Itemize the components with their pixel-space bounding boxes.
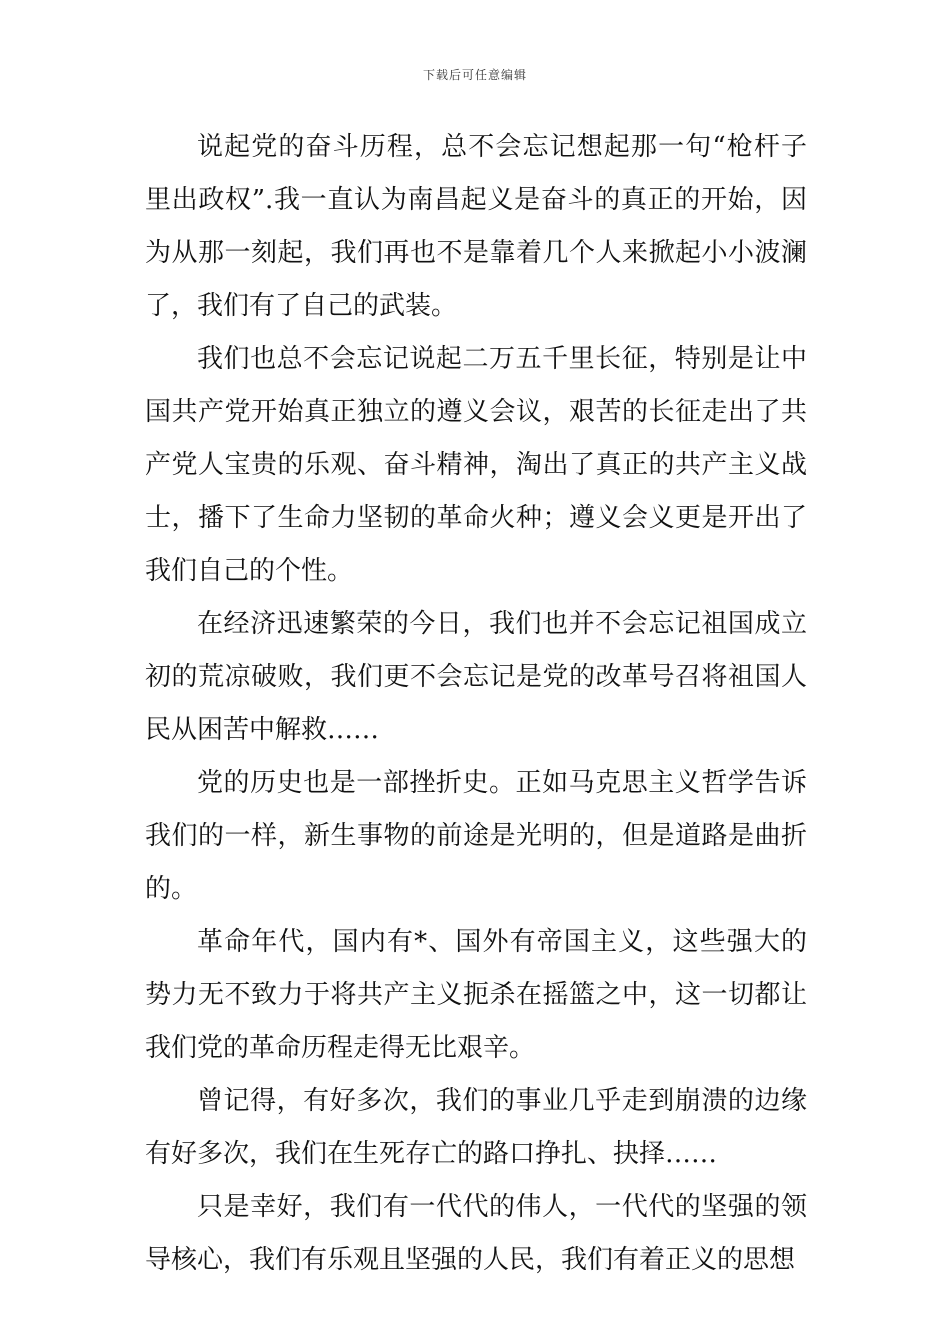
document-body bbox=[145, 121, 807, 1287]
paragraph: 在经济迅速繁荣的今日，我们也并不会忘记祖国成立初的荒凉破败，我们更不会忘记是党的改革号召将祖国人民从困苦中解救…… bbox=[145, 609, 807, 745]
paragraph: 曾记得，有好多次，我们的事业几乎走到崩溃的边缘有好多次，我们在生死存亡的路口挣扎、抉择…… bbox=[145, 1086, 807, 1169]
paragraph: 革命年代，国内有*、国外有帝国主义，这些强大的势力无不致力于将共产主义扼杀在摇篮之中，这一切都让我们党的革命历程走得无比艰辛。 bbox=[145, 927, 807, 1063]
paragraph: 党的历史也是一部挫折史。正如马克思主义哲学告诉我们的一样，新生事物的前途是光明的，但是道路是曲折的。 bbox=[145, 768, 807, 904]
paragraph: 说起党的奋斗历程，总不会忘记想起那一句“枪杆子里出政权”.我一直认为南昌起义是奋斗的真正的开始，因为从那一刻起，我们再也不是靠着几个人来掀起小小波澜了，我们有了自己的武装。 bbox=[145, 132, 807, 321]
paragraph: 只是幸好，我们有一代代的伟人，一代代的坚强的领导核心，我们有乐观且坚强的人民，我们有着正义的思想 bbox=[145, 1192, 807, 1275]
paragraph: 我们也总不会忘记说起二万五千里长征，特别是让中国共产党开始真正独立的遵义会议，艰苦的长征走出了共产党人宝贵的乐观、奋斗精神，淘出了真正的共产主义战士，播下了生命力坚韧的革命火种；遵义会义更是开出了我们自己的个性。 bbox=[145, 344, 807, 586]
page-header: 下载后可任意编辑 bbox=[422, 68, 527, 82]
